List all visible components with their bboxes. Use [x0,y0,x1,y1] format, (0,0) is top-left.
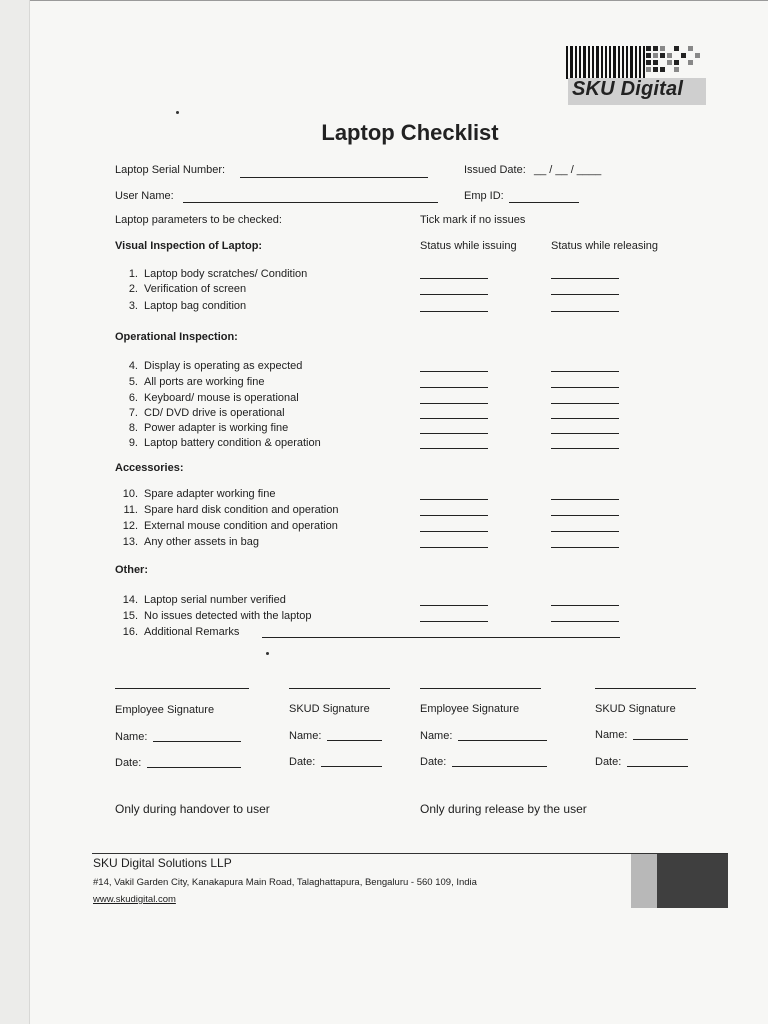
checklist-item [118,407,285,419]
item-number: 3. [128,300,138,312]
item-number: 6. [128,392,138,404]
name-label: Name: [289,730,322,742]
releasing-status-line[interactable] [551,547,619,548]
date-label: Date: [289,756,316,768]
checklist-item [118,437,321,449]
item-text: Laptop battery condition & operation [144,437,321,449]
issuing-status-line[interactable] [420,621,488,622]
issuing-status-line[interactable] [420,605,488,606]
item-number: 4. [128,360,138,372]
item-number: 14. [122,594,138,606]
section-heading: Accessories: [115,462,184,474]
release-note: Only during release by the user [420,802,587,816]
name-label: Name: [115,731,148,743]
checklist-item [118,392,299,404]
date-line[interactable] [321,766,382,767]
scan-speck [176,111,179,114]
user-name-label: User Name: [115,190,174,202]
column-status-issuing: Status while issuing [420,240,517,252]
releasing-status-line[interactable] [551,294,619,295]
item-text: Display is operating as expected [144,360,303,372]
top-border [30,0,768,1]
signature-label: Employee Signature [420,703,520,715]
releasing-status-line[interactable] [551,621,619,622]
company-logo [566,44,706,106]
section-heading: Operational Inspection: [115,331,238,343]
issuing-status-line[interactable] [420,418,488,419]
section-heading: Other: [115,564,148,576]
page-edge [0,0,30,1024]
releasing-status-line[interactable] [551,387,619,388]
date-line[interactable] [627,766,688,767]
issuing-status-line[interactable] [420,371,488,372]
checklist-item [118,268,307,280]
signature-label: Employee Signature [115,704,215,716]
item-text: Verification of screen [144,283,247,295]
signature-line[interactable] [115,688,249,689]
checklist-item [118,488,275,500]
item-number: 8. [128,422,138,434]
item-number: 1. [128,268,138,280]
issuing-status-line[interactable] [420,515,488,516]
issuing-status-line[interactable] [420,278,488,279]
date-line[interactable] [147,767,241,768]
item-text: No issues detected with the laptop [144,610,312,622]
page-title: Laptop Checklist [321,120,499,145]
user-name-line[interactable] [183,202,438,203]
checklist-item [118,520,338,532]
checklist-item [118,594,286,606]
item-number: 7. [128,407,138,419]
releasing-status-line[interactable] [551,433,619,434]
column-status-releasing: Status while releasing [551,240,659,252]
item-text: Laptop bag condition [144,300,247,312]
releasing-status-line[interactable] [551,605,619,606]
name-line[interactable] [458,740,547,741]
serial-number-label: Laptop Serial Number: [115,164,226,176]
date-label: Date: [115,757,142,769]
item-number: 16. [122,626,138,638]
section-heading: Visual Inspection of Laptop: [115,240,263,252]
item-number: 15. [122,610,138,622]
checklist-item [118,504,338,516]
footer-address: #14, Vakil Garden City, Kanakapura Main Road, Talaghattapura, Bengaluru - 560 109, India [93,877,477,888]
footer-company: SKU Digital Solutions LLP [93,856,232,870]
item-text: All ports are working fine [144,376,265,388]
scan-speck [266,652,269,655]
item-number: 2. [128,283,138,295]
releasing-status-line[interactable] [551,418,619,419]
item-text: Power adapter is working fine [144,422,289,434]
footer-website-link[interactable]: www.skudigital.com [93,894,176,905]
name-line[interactable] [633,739,688,740]
remarks-line[interactable] [262,637,620,638]
name-line[interactable] [327,740,382,741]
issuing-status-line[interactable] [420,547,488,548]
releasing-status-line[interactable] [551,531,619,532]
date-line[interactable] [452,766,547,767]
checklist-item [118,422,288,434]
issuing-status-line[interactable] [420,294,488,295]
checklist-item [118,536,259,548]
emp-id-line[interactable] [509,202,579,203]
logo-text: SKU Digital [572,78,684,100]
stamp-mark-light [631,854,657,908]
issuing-status-line[interactable] [420,448,488,449]
date-label: Date: [420,756,447,768]
page-edge-line [29,0,30,1024]
barcode-graphic [566,46,645,79]
item-text: CD/ DVD drive is operational [144,407,285,419]
parameters-label: Laptop parameters to be checked: [115,214,282,226]
item-text: Keyboard/ mouse is operational [144,392,299,404]
item-text: Spare hard disk condition and operation [144,504,339,516]
signature-line[interactable] [595,688,696,689]
issuing-status-line[interactable] [420,403,488,404]
item-text: Spare adapter working fine [144,488,276,500]
signature-label: SKUD Signature [595,703,676,715]
issuing-status-line[interactable] [420,531,488,532]
signature-line[interactable] [420,688,541,689]
releasing-status-line[interactable] [551,311,619,312]
item-number: 12. [122,520,138,532]
item-number: 5. [128,376,138,388]
name-line[interactable] [153,741,241,742]
issued-date-blanks[interactable]: __ / __ / ____ [534,164,602,176]
signature-line[interactable] [289,688,390,689]
item-number: 11. [123,504,138,516]
checklist-item [118,626,239,638]
serial-number-line[interactable] [240,177,428,178]
checklist-item [118,283,246,295]
checklist-item [118,610,312,622]
releasing-status-line[interactable] [551,448,619,449]
issued-date-label: Issued Date: [464,164,526,176]
item-number: 9. [128,437,138,449]
tick-note: Tick mark if no issues [420,214,526,226]
item-text: Additional Remarks [144,626,240,638]
checklist-item [118,300,246,312]
item-text: Laptop serial number verified [144,594,286,606]
releasing-status-line[interactable] [551,403,619,404]
emp-id-label: Emp ID: [464,190,504,202]
handover-note: Only during handover to user [115,802,270,816]
releasing-status-line[interactable] [551,515,619,516]
item-number: 13. [122,536,138,548]
date-label: Date: [595,756,622,768]
checklist-item [118,360,302,372]
pixel-graphic [644,44,706,80]
issuing-status-line[interactable] [420,311,488,312]
signature-label: SKUD Signature [289,703,370,715]
name-label: Name: [420,730,453,742]
item-text: Any other assets in bag [144,536,259,548]
item-number: 10. [122,488,138,500]
item-text: External mouse condition and operation [144,520,338,532]
releasing-status-line[interactable] [551,371,619,372]
issuing-status-line[interactable] [420,433,488,434]
issuing-status-line[interactable] [420,387,488,388]
item-text: Laptop body scratches/ Condition [144,268,308,280]
issuing-status-line[interactable] [420,499,488,500]
releasing-status-line[interactable] [551,499,619,500]
checklist-item [118,376,264,388]
releasing-status-line[interactable] [551,278,619,279]
name-label: Name: [595,729,628,741]
